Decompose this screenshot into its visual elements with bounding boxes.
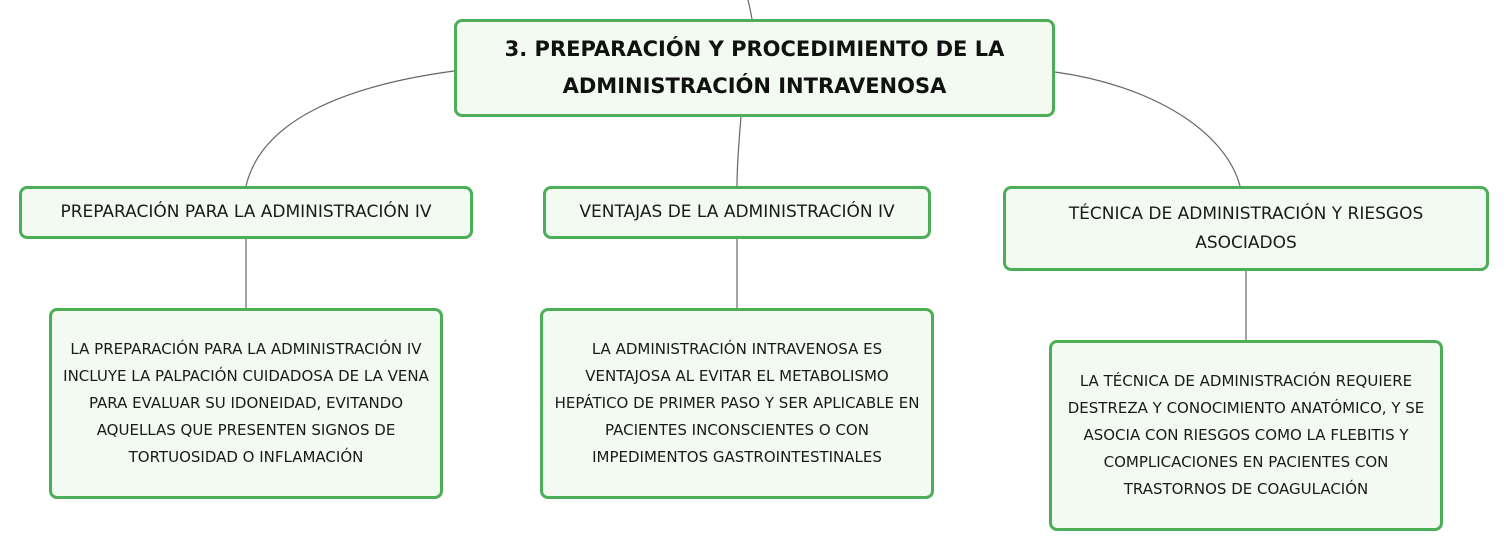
branch-node-preparacion[interactable] — [19, 186, 473, 239]
connector-parent-to-root — [748, 0, 752, 19]
detail-text: LA PREPARACIÓN PARA LA ADMINISTRACIÓN IV INCLUYE LA PALPACIÓN CUIDADOSA DE LA VENA PARA EVALUAR SU IDONEIDAD, EVITANDO AQUELLAS QUE PRESENTEN SIGNOS DE TORTUOSIDAD O INFLAMACIÓN — [63, 340, 429, 466]
branch-node-tecnica[interactable] — [1003, 186, 1489, 271]
root-topic-title: 3. PREPARACIÓN Y PROCEDIMIENTO DE LA ADMINISTRACIÓN INTRAVENOSA — [504, 37, 1005, 98]
branch-label: TÉCNICA DE ADMINISTRACIÓN Y RIESGOS ASOCIADOS — [1068, 203, 1424, 253]
branch-label: PREPARACIÓN PARA LA ADMINISTRACIÓN IV — [60, 202, 432, 222]
connector-root-to-branch-3 — [1055, 72, 1240, 186]
detail-text: LA TÉCNICA DE ADMINISTRACIÓN REQUIERE DESTREZA Y CONOCIMIENTO ANATÓMICO, Y SE ASOCIA CON RIESGOS COMO LA FLEBITIS Y COMPLICACIONES EN PACIENTES CON TRASTORNOS DE COAGULACIÓN — [1067, 372, 1425, 498]
connector-root-to-branch-2 — [737, 117, 741, 186]
detail-node-preparacion[interactable] — [49, 308, 443, 499]
detail-node-ventajas[interactable] — [540, 308, 934, 499]
branch-node-ventajas[interactable] — [543, 186, 931, 239]
detail-node-tecnica[interactable] — [1049, 340, 1443, 531]
detail-text: LA ADMINISTRACIÓN INTRAVENOSA ES VENTAJOSA AL EVITAR EL METABOLISMO HEPÁTICO DE PRIMER PASO Y SER APLICABLE EN PACIENTES INCONSCIENTES O CON IMPEDIMENTOS GASTROINTESTINALES — [554, 340, 920, 466]
root-topic-node[interactable] — [454, 19, 1055, 117]
connector-root-to-branch-1 — [246, 71, 454, 186]
branch-label: VENTAJAS DE LA ADMINISTRACIÓN IV — [579, 202, 895, 222]
